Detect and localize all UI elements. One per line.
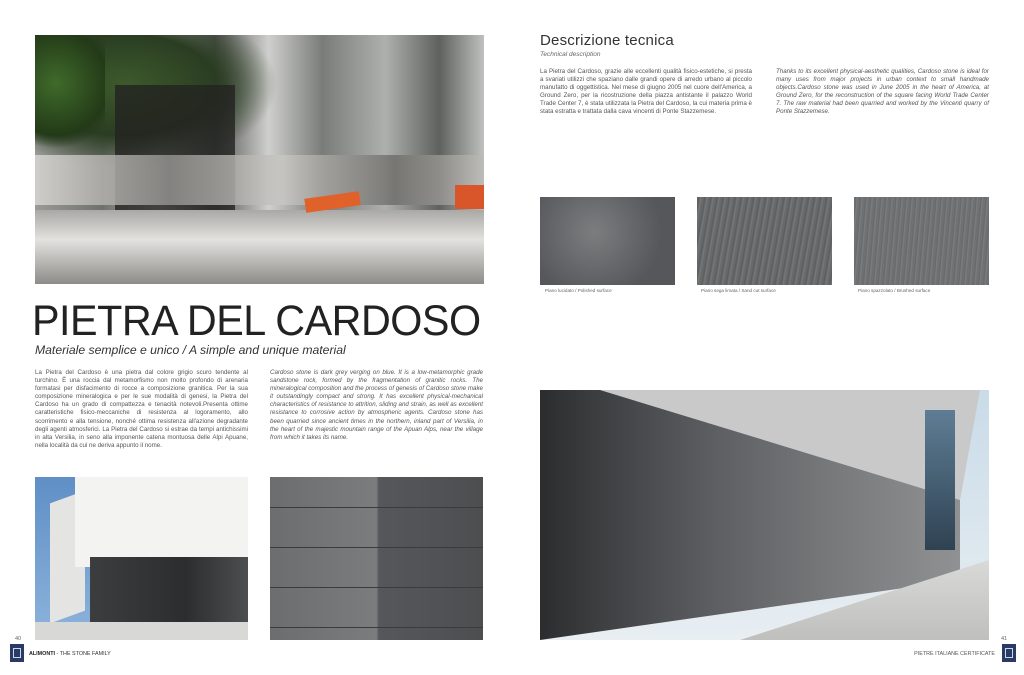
body-text-italian: La Pietra del Cardoso è una pietra dal colore grigio scuro tendente al turchino. È una roccia dal metamorfismo non molto profondo di arenaria formatasi per disfacimento di rocce a composizione granitica. Per la sua composizione mineralogica e per le sue modalità di genesi, la Pietra del Cardoso ha un grado di compattezza e tenacità notevoli.Presenta ottime caratteristiche fisico-meccaniche di resistenza al logoramento, allo scorrimento e alla tensione, nonché ottima resistenza all'azione degradante degli agenti atmosferici. La Pietra del Cardoso si estrae da tempi antichissimi in alta Versilia, in seno alla imponente catena montuosa delle Alpi Apuane, nella località da cui ne deriva appunto il nome. xyxy=(35,369,248,449)
sand-cut-surface-swatch xyxy=(697,197,832,285)
technical-text-italian: La Pietra del Cardoso, grazie alle eccellenti qualità fisico-estetiche, si presta a svariati utilizzi che spaziano dalle grandi opere di arredo urbano al piccolo manufatto di oggettistica. Nel mese di giugno 2005 nel cuore dell'America, a Ground Zero, per la ricostruzione della piazza antistante il palazzo World Trade Center 7, è stata utilizzata la Pietra del Cardoso, la cui materia prima è stata estratta e trattata dalla cava vincenti di Ponte Stazzemese. xyxy=(540,68,752,116)
footer-right-text: PIETRE ITALIANE CERTIFICATE xyxy=(914,651,995,657)
technical-description-subtitle: Technical description xyxy=(540,51,601,58)
swatch-caption-polished: Piano lucidato / Polished surface xyxy=(545,288,612,293)
technical-description-title: Descrizione tecnica xyxy=(540,32,674,49)
stone-corner-photo xyxy=(270,477,483,640)
footer-brand-name: ALIMONTI xyxy=(29,651,56,657)
footer-brand xyxy=(29,651,111,657)
swatch-caption-brushed: Piano spazzolato / Brushed surface xyxy=(858,288,931,293)
brand-logo-icon xyxy=(10,644,24,662)
brand-logo-icon-right xyxy=(1002,644,1016,662)
main-title: PIETRA DEL CARDOSO xyxy=(32,297,481,345)
body-text-english: Cardoso stone is dark grey verging on blue. It is a low-metamorphic grade sandstone rock, formed by the fragmentation of granitic rocks. The mineralogical composition and the process of genesis of Cardoso stone make it outstandingly compact and strong. It has excellent physical-mechanical characteristics of resistance to attrition, sliding and strain, as well as excellent resistance to corrosive action by atmospheric agents. Cardoso stone has been quarried since ancient times in the northern, inland part of Versilia, in the heart of the majestic mountain range of the Apuan Alps, near the village from which it takes its name. xyxy=(270,369,483,441)
swatch-caption-sand-cut: Piano sega limata / Sand cut surface xyxy=(701,288,776,293)
page-number-left: 40 xyxy=(15,636,22,642)
footer-brand-tagline: - THE STONE FAMILY xyxy=(55,651,111,657)
polished-surface-swatch xyxy=(540,197,675,285)
quarry-photo xyxy=(35,35,484,284)
brushed-surface-swatch xyxy=(854,197,989,285)
technical-text-english: Thanks to its excellent physical-aesthetic qualities, Cardoso stone is ideal for many uses from major projects in urban context to small handmade objects.Cardoso stone was used in June 2005 in the heart of America, at Ground Zero, for the reconstruction of the square facing World Trade Center 7. The raw material had been quarried and worked by the Vincenti quarry of Ponte Stazzemese. xyxy=(776,68,989,116)
page-number-right: 41 xyxy=(1001,636,1008,642)
building-photo xyxy=(35,477,248,640)
main-subtitle: Materiale semplice e unico / A simple and unique material xyxy=(35,343,346,357)
stone-wall-photo xyxy=(540,390,989,640)
